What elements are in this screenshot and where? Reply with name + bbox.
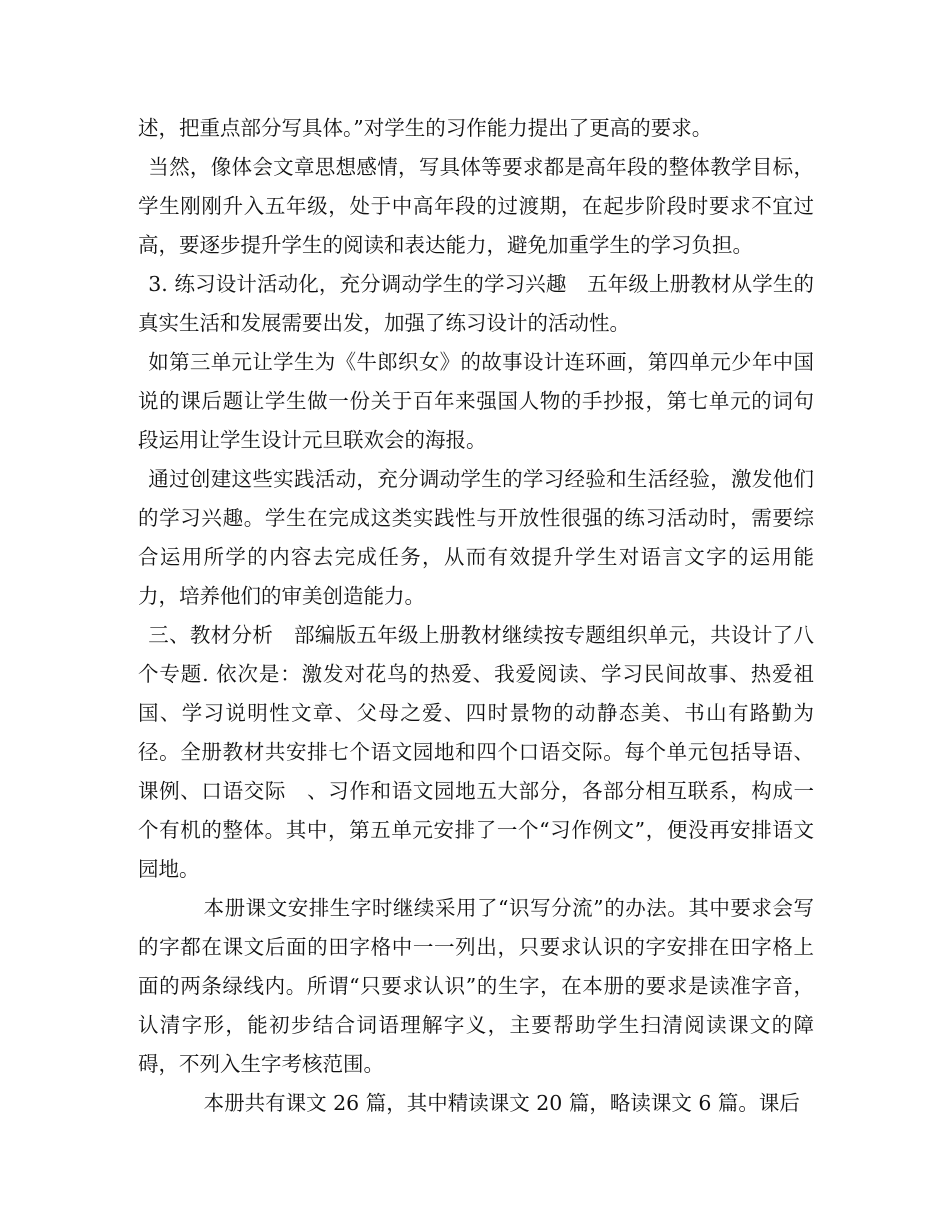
paragraph-exercise-design: 3. 练习设计活动化，充分调动学生的学习兴趣 五年级上册教材从学生的真实生活和发展需要出发，加强了练习设计的活动性。 (138, 272, 814, 335)
paragraph-textbook-analysis: 三、教材分析 部编版五年级上册教材继续按专题组织单元，共设计了八个专题. 依次是：激发对花鸟的热爱、我爱阅读、学习民间故事、热爱祖国、学习说明性文章、父母之爱、四时景物的动静态美、书山有路勤为径。全册教材共安排七个语文园地和四个口语交际。每个单元包括导语、课例、口语交际 、习作和语文园地五大部分，各部分相互联系，构成一个有机的整体。其中，第五单元安排了一个“习作例文”，便没再安排语文园地。 (138, 623, 814, 881)
paragraph-unit-examples: 如第三单元让学生为《牛郎织女》的故事设计连环画，第四单元少年中国说的课后题让学生做一份关于百年来强国人物的手抄报，第七单元的词句段运用让学生设计元旦联欢会的海报。 (138, 350, 814, 452)
paragraph-character-learning: 本册课文安排生字时继续采用了“识写分流”的办法。其中要求会写的字都在课文后面的田字格中一一列出，只要求认识的字安排在田字格上面的两条绿线内。所谓“只要求认识”的生字，在本册的要求是读准字音，认清字形，能初步结合词语理解字义，主要帮助学生扫清阅读课文的障碍，不列入生字考核范围。 (138, 896, 814, 1076)
document-body (138, 109, 814, 1123)
paragraph-continuation: 述，把重点部分写具体。”对学生的习作能力提出了更高的要求。 (138, 116, 713, 140)
paragraph-practice-activities: 通过创建这些实践活动，充分调动学生的学习经验和生活经验，激发他们的学习兴趣。学生在完成这类实践性与开放性很强的练习活动时，需要综合运用所学的内容去完成任务，从而有效提升学生对语言文字的运用能力，培养他们的审美创造能力。 (138, 467, 814, 608)
paragraph-lesson-count: 本册共有课文 26 篇，其中精读课文 20 篇，略读课文 6 篇。课后 (203, 1091, 800, 1115)
paragraph-teaching-goals: 当然，像体会文章思想感情，写具体等要求都是高年段的整体教学目标，学生刚刚升入五年级，处于中高年段的过渡期，在起步阶段时要求不宜过高，要逐步提升学生的阅读和表达能力，避免加重学生的学习负担。 (138, 155, 814, 257)
